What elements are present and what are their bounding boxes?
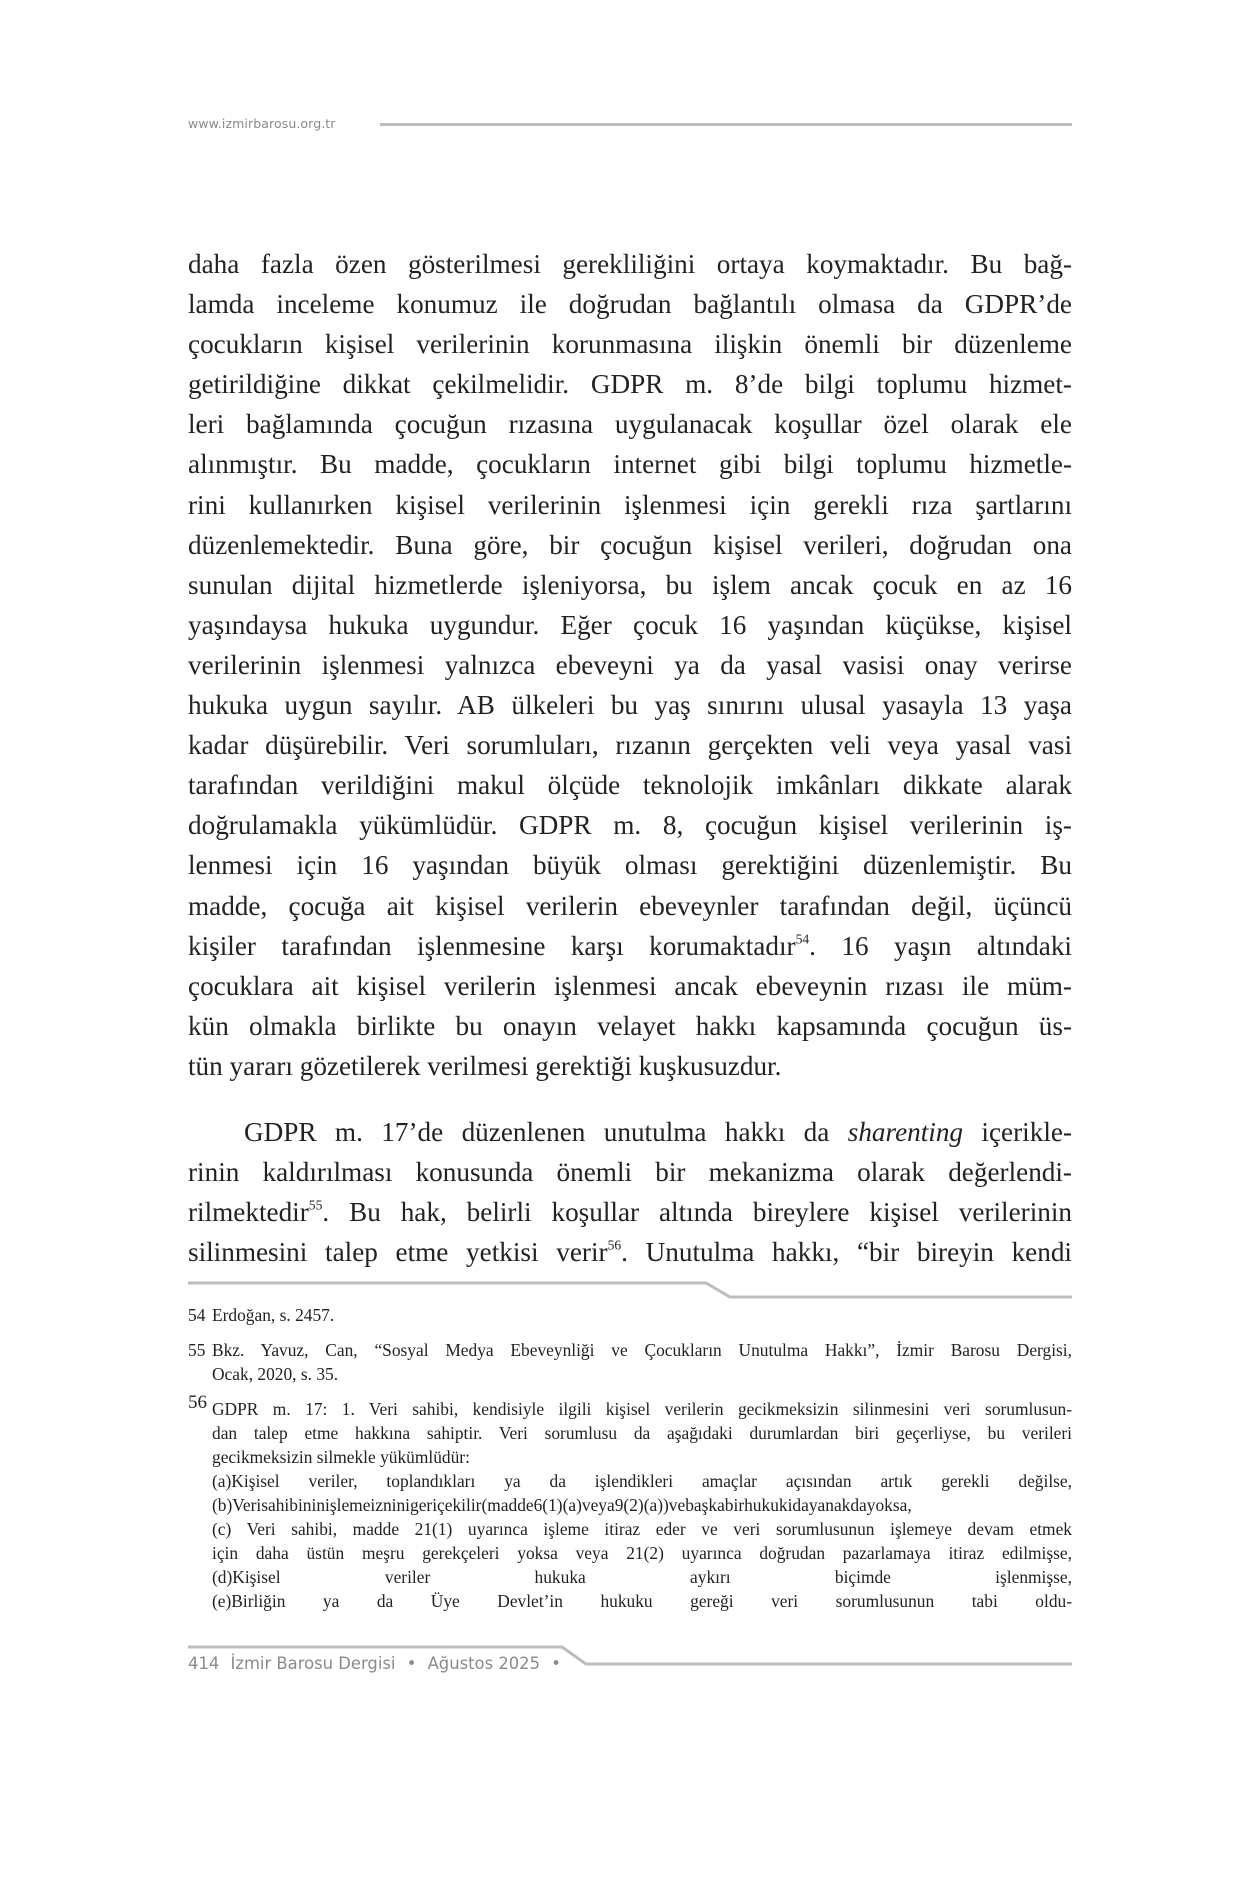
footnote-line: Bkz. Yavuz, Can, “Sosyal Medya Ebeveynliği ve Çocukların Unutulma Hakkı”, İzmir Barosu Dergisi, (212, 1340, 1072, 1360)
footnote-separator-line (188, 1283, 1072, 1297)
footnote-ref-55[interactable]: 55 (308, 1197, 323, 1213)
text-line (188, 1192, 1072, 1232)
footnote-line: (b)Verisahibininişlemeizninigeriçekilir(madde6(1)(a)veya9(2)(a))vebaşkabirhukukidayanakdayoksa, (212, 1495, 912, 1515)
text-line: getirildiğine dikkat çekilmelidir. GDPR m. 8’de bilgi toplumu hizmet- (188, 369, 1072, 400)
header-url: www.izmirbarosu.org.tr (188, 116, 336, 131)
text-line: kadar düşürebilir. Veri sorumluları, rızanın gerçekten veli veya yasal vasi (188, 730, 1072, 761)
paragraph-2 (188, 1112, 1072, 1272)
text-line: rini kullanırken kişisel verilerinin işlenmesi için gerekli rıza şartlarını (188, 489, 1072, 520)
text-line: lamda inceleme konumuz ile doğrudan bağlantılı olmasa da GDPR’de (188, 289, 1072, 320)
footnote-line: Erdoğan, s. 2457. (212, 1305, 335, 1325)
text-segment: . 16 yaşın altındaki (809, 930, 1072, 961)
footnotes (188, 1303, 1072, 1624)
footnote-54 (188, 1303, 1072, 1327)
text-segment: silinmesini talep etme yetkisi verir (188, 1237, 608, 1268)
text-line: madde, çocuğa ait kişisel verilerin ebeveynler tarafından değil, üçüncü (188, 890, 1072, 921)
paragraph-1 (188, 244, 1072, 1086)
footnote-ref-54[interactable]: 54 (795, 931, 810, 947)
text-segment: kişiler tarafından işlenmesine karşı korumaktadır (188, 930, 796, 961)
footnote-line: Ocak, 2020, s. 35. (212, 1364, 339, 1384)
text-line: daha fazla özen gösterilmesi gerekliliğini ortaya koymaktadır. Bu bağ- (188, 249, 1072, 279)
text-line: lenmesi için 16 yaşından büyük olması gerektiğini düzenlemiştir. Bu (188, 850, 1072, 881)
page-footer (188, 1652, 567, 1676)
header-rule (380, 123, 1072, 126)
issue-date: Ağustos 2025 (427, 1654, 541, 1673)
footnote-line: (d)Kişisel veriler hukuka aykırı biçimde işlenmişse, (212, 1567, 1072, 1587)
text-line (188, 1232, 1072, 1272)
text-line: rinin kaldırılması konusunda önemli bir mekanizma olarak değerlendi- (188, 1157, 1072, 1188)
text-segment: . Unutulma hakkı, “bir bireyin kendi (621, 1237, 1072, 1268)
text-line: çocukların kişisel verilerinin korunmasına ilişkin önemli bir düzenleme (188, 329, 1072, 360)
footnote-55 (188, 1338, 1072, 1386)
text-segment: rilmektedir (188, 1197, 309, 1228)
bullet-separator: • (406, 1654, 417, 1673)
text-line: doğrulamakla yükümlüdür. GDPR m. 8, çocuğun kişisel verilerinin iş- (188, 810, 1072, 841)
footnote-line: (c) Veri sahibi, madde 21(1) uyarınca işleme itiraz eder ve veri sorumlusunun işlemeye devam etmek (212, 1519, 1072, 1539)
page-header (188, 114, 1072, 134)
footnote-ref-56[interactable]: 56 (607, 1237, 622, 1253)
text-segment: içerikle- (963, 1116, 1072, 1147)
text-segment: . Bu hak, belirli koşullar altında bireylere kişisel verilerinin (322, 1197, 1072, 1228)
footnote-line: için daha üstün meşru gerekçeleri yoksa veya 21(2) uyarınca doğrudan pazarlamaya itiraz edilmişse, (212, 1543, 1072, 1563)
text-line: alınmıştır. Bu madde, çocukların internet gibi bilgi toplumu hizmetle- (188, 449, 1072, 480)
footnote-line: (e)Birliğin ya da Üye Devlet’in hukuku gereği veri sorumlusunun tabi oldu- (212, 1591, 1072, 1611)
text-line: hukuka uygun sayılır. AB ülkeleri bu yaş sınırını ulusal yasayla 13 yaşa (188, 690, 1072, 721)
text-segment: GDPR m. 17’de düzenlenen unutulma hakkı da (244, 1116, 848, 1147)
text-line: yaşındaysa hukuka uygundur. Eğer çocuk 16 yaşından küçükse, kişisel (188, 609, 1072, 640)
text-line: leri bağlamında çocuğun rızasına uygulanacak koşullar özel olarak ele (188, 409, 1072, 440)
footnote-56 (188, 1392, 1072, 1613)
footnote-line: gecikmeksizin silmekle yükümlüdür: (212, 1447, 470, 1467)
page-number: 414 (188, 1654, 220, 1673)
text-line: verilerinin işlenmesi yalnızca ebeveyni ya da yasal vasisi onay verirse (188, 649, 1072, 680)
body-text (188, 244, 1072, 1272)
text-line (188, 926, 1072, 966)
text-line: sunulan dijital hizmetlerde işleniyorsa, bu işlem ancak çocuk en az 16 (188, 569, 1072, 600)
italic-term: sharenting (847, 1116, 964, 1147)
text-line: tün yararı gözetilerek verilmesi gerektiği kuşkusuzdur. (188, 1050, 782, 1081)
footnote-line: dan talep etme hakkına sahiptir. Veri sorumlusu da aşağıdaki durumlardan biri geçerliyse, bu verileri (212, 1423, 1072, 1443)
footnote-number: 54 (188, 1305, 206, 1325)
footnote-number: 56 (188, 1392, 207, 1413)
text-line: tarafından verildiğini makul ölçüde teknolojik imkânları dikkate alarak (188, 770, 1072, 801)
text-line (188, 1112, 1072, 1152)
text-line: düzenlemektedir. Buna göre, bir çocuğun kişisel verileri, doğrudan ona (188, 529, 1072, 560)
footnote-line: (a)Kişisel veriler, toplandıkları ya da işlendikleri amaçlar açısından artık gerekli değilse, (212, 1471, 1072, 1491)
bullet-separator: • (551, 1654, 561, 1673)
footnote-number: 55 (188, 1340, 206, 1360)
text-line: kün olmakla birlikte bu onayın velayet hakkı kapsamında çocuğun üs- (188, 1010, 1072, 1041)
journal-name: İzmir Barosu Dergisi (230, 1654, 396, 1673)
text-line: çocuklara ait kişisel verilerin işlenmesi ancak ebeveynin rızası ile müm- (188, 970, 1072, 1001)
footnote-line: GDPR m. 17: 1. Veri sahibi, kendisiyle ilgili kişisel verilerin gecikmeksizin silinmesini veri sorumlusun- (212, 1399, 1072, 1419)
